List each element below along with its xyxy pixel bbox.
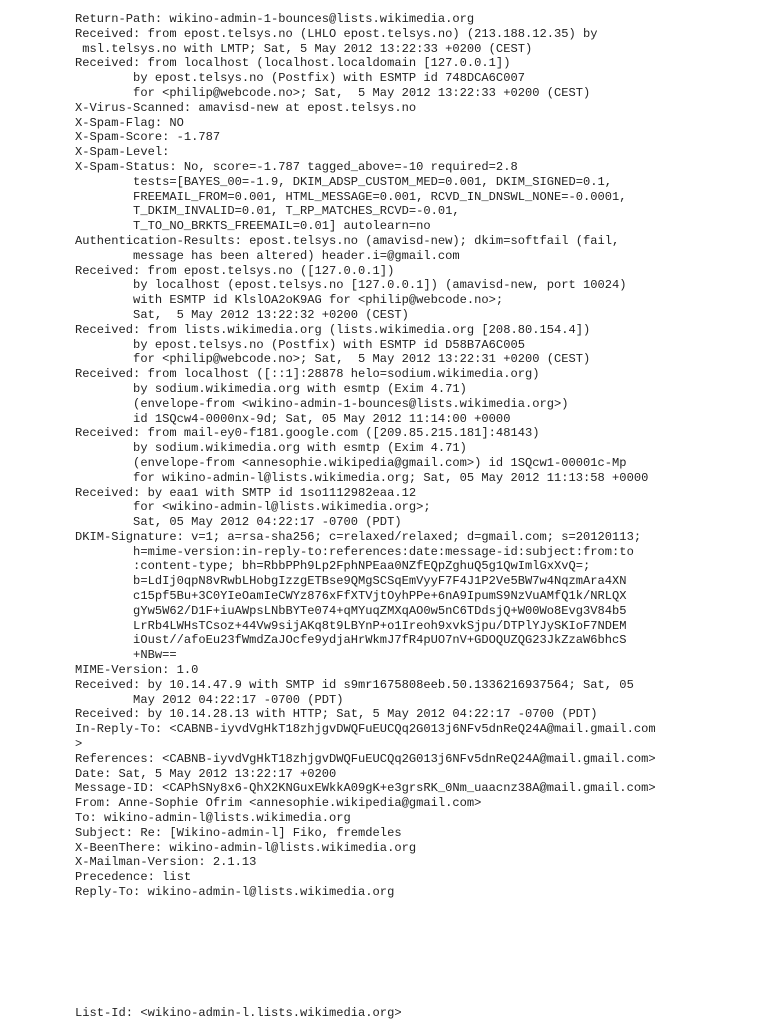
header-line: Precedence: list (75, 870, 192, 885)
header-line: for wikino-admin-l@lists.wikimedia.org; Sat, 05 May 2012 11:13:58 +0000 (75, 470, 649, 485)
header-line: X-Spam-Status: No, score=-1.787 tagged_above=-10 required=2.8 (75, 159, 518, 174)
header-line-list-id: List-Id: <wikino-admin-l.lists.wikimedia.org> (75, 1006, 402, 1020)
header-line: LrRb4LWHsTCsoz+44Vw9sijAKq8t9LBYnP+o1Ireoh9xvkSjpu/DTPlYJySKIoF7NDEM (75, 618, 627, 633)
header-line: message has been altered) header.i=@gmail.com (75, 248, 460, 263)
email-header-block (75, 12, 656, 900)
header-line: Sat, 5 May 2012 13:22:32 +0200 (CEST) (75, 307, 409, 322)
header-line: DKIM-Signature: v=1; a=rsa-sha256; c=relaxed/relaxed; d=gmail.com; s=20120113; (75, 529, 642, 544)
header-line: X-Spam-Level: (75, 145, 170, 160)
header-line: MIME-Version: 1.0 (75, 663, 199, 678)
header-line: tests=[BAYES_00=-1.9, DKIM_ADSP_CUSTOM_MED=0.001, DKIM_SIGNED=0.1, (75, 174, 613, 189)
header-line: Received: by 10.14.47.9 with SMTP id s9mr1675808eeb.50.1336216937564; Sat, 05 (75, 677, 634, 692)
header-line: References: <CABNB-iyvdVgHkT18zhjgvDWQFuEUCQq2G013j6NFv5dnReQ24A@mail.gmail.com> (75, 751, 656, 766)
header-line: Received: from localhost (localhost.localdomain [127.0.0.1]) (75, 56, 511, 71)
header-line: Received: by eaa1 with SMTP id 1so1112982eaa.12 (75, 485, 417, 500)
header-line: To: wikino-admin-l@lists.wikimedia.org (75, 811, 351, 826)
header-line: Reply-To: wikino-admin-l@lists.wikimedia.org (75, 885, 395, 900)
header-line: X-Mailman-Version: 2.1.13 (75, 855, 257, 870)
header-line: FREEMAIL_FROM=0.001, HTML_MESSAGE=0.001, RCVD_IN_DNSWL_NONE=-0.0001, (75, 189, 627, 204)
header-line: gYw5W62/D1F+iuAWpsLNbBYTe074+qMYuqZMXqAO0w5nC6TDdsjQ+W00Wo8Evg3V84b5 (75, 603, 627, 618)
header-line: id 1SQcw4-0000nx-9d; Sat, 05 May 2012 11:14:00 +0000 (75, 411, 511, 426)
header-line: msl.telsys.no with LMTP; Sat, 5 May 2012 13:22:33 +0200 (CEST) (75, 41, 533, 56)
header-line: Received: from lists.wikimedia.org (lists.wikimedia.org [208.80.154.4]) (75, 322, 591, 337)
header-line: Authentication-Results: epost.telsys.no (amavisd-new); dkim=softfail (fail, (75, 233, 620, 248)
header-line: Received: from mail-ey0-f181.google.com ([209.85.215.181]:48143) (75, 426, 540, 441)
header-line: Message-ID: <CAPhSNy8x6-QhX2KNGuxEWkkA09gK+e3grsRK_0Nm_uaacnz38A@mail.gmail.com> (75, 781, 656, 796)
header-line: b=LdIj0qpN8vRwbLHobgIzzgETBse9QMgSCSqEmVyyF7F4J1P2Ve5BW7w4NqzmAra4XN (75, 574, 627, 589)
header-line: Date: Sat, 5 May 2012 13:22:17 +0200 (75, 766, 337, 781)
header-line: by sodium.wikimedia.org with esmtp (Exim 4.71) (75, 441, 467, 456)
header-line: Received: from localhost ([::1]:28878 helo=sodium.wikimedia.org) (75, 367, 540, 382)
header-line: X-Spam-Score: -1.787 (75, 130, 221, 145)
header-line: In-Reply-To: <CABNB-iyvdVgHkT18zhjgvDWQFuEUCQq2G013j6NFv5dnReQ24A@mail.gmail.com (75, 722, 656, 737)
header-line: for <wikino-admin-l@lists.wikimedia.org>; (75, 500, 431, 515)
header-line: X-Spam-Flag: NO (75, 115, 184, 130)
header-line: for <philip@webcode.no>; Sat, 5 May 2012 13:22:33 +0200 (CEST) (75, 85, 591, 100)
header-line: Sat, 05 May 2012 04:22:17 -0700 (PDT) (75, 515, 402, 530)
header-line: X-Virus-Scanned: amavisd-new at epost.telsys.no (75, 100, 417, 115)
header-line: by epost.telsys.no (Postfix) with ESMTP id D58B7A6C005 (75, 337, 525, 352)
header-line: T_DKIM_INVALID=0.01, T_RP_MATCHES_RCVD=-0.01, (75, 204, 460, 219)
header-line: +NBw== (75, 648, 177, 663)
header-line: by sodium.wikimedia.org with esmtp (Exim 4.71) (75, 381, 467, 396)
header-line: From: Anne-Sophie Ofrim <annesophie.wikipedia@gmail.com> (75, 796, 482, 811)
header-line: X-BeenThere: wikino-admin-l@lists.wikimedia.org (75, 840, 417, 855)
header-line: by epost.telsys.no (Postfix) with ESMTP id 748DCA6C007 (75, 71, 525, 86)
header-line: Received: from epost.telsys.no (LHLO epost.telsys.no) (213.188.12.35) by (75, 26, 598, 41)
header-line: Subject: Re: [Wikino-admin-l] Fiko, fremdeles (75, 825, 402, 840)
header-line: (envelope-from <wikino-admin-1-bounces@lists.wikimedia.org>) (75, 396, 569, 411)
header-line: > (75, 737, 83, 752)
header-line: (envelope-from <annesophie.wikipedia@gmail.com>) id 1SQcw1-00001c-Mp (75, 455, 627, 470)
header-line: iOust//afoEu23fWmdZaJOcfe9ydjaHrWkmJ7fR4pUO7nV+GDOQUZQG23JkZzaW6bhcS (75, 633, 627, 648)
header-line: for <philip@webcode.no>; Sat, 5 May 2012 13:22:31 +0200 (CEST) (75, 352, 591, 367)
header-line: Received: by 10.14.28.13 with HTTP; Sat, 5 May 2012 04:22:17 -0700 (PDT) (75, 707, 598, 722)
header-line: c15pf5Bu+3C0YIeOamIeCWYz876xFfXTVjtOyhPPe+6nA9IpumS9NzVuAMfQ1k/NRLQX (75, 589, 627, 604)
header-line: h=mime-version:in-reply-to:references:date:message-id:subject:from:to (75, 544, 634, 559)
header-line: Return-Path: wikino-admin-1-bounces@lists.wikimedia.org (75, 12, 475, 26)
header-line: May 2012 04:22:17 -0700 (PDT) (75, 692, 344, 707)
header-line: T_TO_NO_BRKTS_FREEMAIL=0.01] autolearn=no (75, 219, 431, 234)
header-line: Received: from epost.telsys.no ([127.0.0.1]) (75, 263, 395, 278)
header-line: :content-type; bh=RbbPPh9Lp2FphNPEaa0NZfEQpZghuQ5g1QwImlGxXvQ=; (75, 559, 591, 574)
header-line: with ESMTP id KlslOA2oK9AG for <philip@webcode.no>; (75, 293, 504, 308)
header-line: by localhost (epost.telsys.no [127.0.0.1]) (amavisd-new, port 10024) (75, 278, 627, 293)
